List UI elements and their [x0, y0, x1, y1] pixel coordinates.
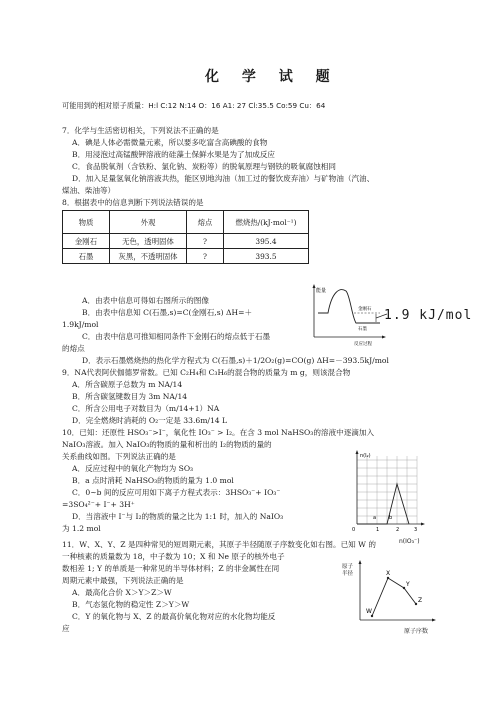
iodine-point-a: a	[373, 515, 377, 521]
q11-option-c-cont: 应	[62, 624, 70, 633]
iodine-origin: 0	[352, 527, 356, 533]
q8-option-b: B．由表中信息知 C(石墨,s)=C(金刚石,s) ΔH=＋	[82, 308, 253, 317]
table-cell: 金刚石	[63, 234, 110, 249]
iodine-point-b: b	[389, 515, 393, 521]
energy-ylabel: 能量	[316, 288, 327, 294]
q10-option-a: A．反应过程中的氧化产物均为 SO₃	[72, 464, 194, 473]
energy-label-bottom: 石墨	[358, 327, 367, 332]
radius-ylabel-cont: 半径	[342, 571, 354, 577]
q10-stem-cont2: 关系曲线如图。下列说法正确的是	[62, 452, 176, 461]
q11-stem-cont: 一种核素的质量数为 18，中子数为 10；X 和 Ne 原子的核外电子	[62, 552, 285, 561]
iodine-graph	[343, 448, 425, 536]
q8-option-d: D．表示石墨燃烧热的热化学方程式为 C(石墨,s)＋1/2O₂(g)=CO(g) ΔH=－393.5kJ/mol	[82, 356, 389, 365]
q10-option-d: D．当溶液中 I⁻与 I₂的物质的量之比为 1:1 时，加入的 NaIO₃	[72, 512, 284, 521]
q8-option-a: A．由表中信息可得如右图所示的图像	[82, 296, 209, 305]
radius-label-x: X	[386, 570, 391, 577]
table-cell: 无色，透明固体	[110, 234, 187, 249]
q8-stem: 8．根据表中的信息判断下列说法错误的是	[62, 198, 204, 207]
q11-stem-cont3: 周期元素中最强，下列说法正确的是	[62, 576, 184, 585]
iodine-tick: 3	[414, 527, 418, 533]
q8-annotation: 1.9 kJ/mol	[384, 308, 473, 323]
q9-option-c: C．所含公用电子对数目为（m/14+1）NA	[72, 404, 220, 413]
q8-option-c: C．由表中信息可推知相同条件下金刚石的熔点低于石墨	[82, 332, 271, 341]
q10-stem: 10．已知：还原性 HSO₃⁻>I⁻，氧化性 IO₃⁻ > I₂。在含 3 mol NaHSO₃的溶液中逐滴加入	[62, 428, 375, 437]
q10-option-d-cont: 为 1.2 mol	[62, 524, 101, 533]
q11-option-c: C．Y 的氧化物与 X、Z 的最高价氧化物对应的水化物均能反	[72, 612, 276, 621]
iodine-tick: 2	[396, 527, 400, 533]
q9-option-d: D．完全燃烧时消耗的 O₂一定是 33.6m/14 L	[72, 416, 228, 425]
q11-stem-cont2: 数相差 1; Y 的单质是一种常见的半导体材料；Z 的非金属性在同	[62, 564, 280, 573]
q10-option-b: B．a 点时消耗 NaHSO₃的物质的量为 1.0 mol	[72, 476, 234, 485]
iodine-ylabel: n(I₂)	[360, 453, 371, 459]
q7-option-b: B．用浸泡过高锰酸钾溶液的硅藻土保鲜水果是为了加成反应	[72, 150, 276, 159]
radius-graph	[338, 556, 438, 628]
q10-stem-cont: NaIO₃溶液。加入 NaIO₃的物质的量和析出的 I₂的物质的量的	[62, 440, 272, 449]
q7-option-c: C．食品脱氧剂（含铁粉、氯化钠、炭粉等）的脱氧原理与钢铁的吸氧腐蚀相同	[72, 162, 336, 171]
q8-property-table	[62, 210, 309, 264]
q11-stem: 11．W、X、Y、Z 是四种常见的短周期元素，其原子半径随原子序数变化如右图。已知 W 的	[62, 540, 376, 549]
table-row	[63, 234, 309, 249]
q10-option-c-cont: =3SO₄²⁻+ I⁻+ 3H⁺	[62, 500, 135, 509]
table-cell: ?	[187, 234, 224, 249]
q9-stem: 9．NA代表阿伏伽德罗常数。已知 C₂H₄和 C₃H₆的混合物的质量为 m g，则该混合物	[62, 368, 351, 377]
q7-option-a: A．碘是人体必需微量元素，所以要多吃富含高碘酸的食物	[72, 138, 268, 147]
iodine-xlabel: n(IO₃⁻)	[399, 538, 420, 545]
table-row	[63, 249, 309, 264]
radius-ylabel: 原子	[342, 564, 354, 570]
q8-option-b-cont: 1.9kJ/mol	[62, 320, 99, 329]
table-cell: 石墨	[63, 249, 110, 264]
table-header-row	[63, 211, 309, 234]
energy-label-top: 金刚石	[358, 307, 372, 312]
q7-option-d: D．加入足量氢氧化钠溶液共热，能区别地沟油（加工过的餐饮废弃油）与矿物油（汽油、	[72, 174, 375, 183]
radius-xlabel: 原子序数	[404, 628, 429, 635]
q11-option-b: B．气态氢化物的稳定性 Z＞Y＞W	[72, 600, 190, 609]
atomic-masses: 可能用到的相对原子质量：H:l C:12 N:14 O：16 A1: 27 Cl:35.5 Co:59 Cu：64	[62, 101, 326, 110]
q8-option-c-cont: 的熔点	[62, 344, 85, 353]
table-cell: 灰黑，不透明固体	[110, 249, 187, 264]
radius-label-y: Y	[406, 581, 410, 588]
table-header: 燃烧热/(kJ·mol⁻¹)	[224, 211, 309, 234]
table-cell: ?	[187, 249, 224, 264]
table-header: 熔点	[187, 211, 224, 234]
radius-label-z: Z	[418, 597, 423, 604]
radius-label-w: W	[366, 608, 372, 615]
exam-title: 化 学 试 题	[205, 69, 339, 85]
iodine-tick: 1	[376, 527, 380, 533]
q10-option-c: C．0~b 间的反应可用如下离子方程式表示：3HSO₃⁻+ IO₃⁻	[72, 488, 281, 497]
q9-option-b: B．所含碳氢键数目为 3m NA/14	[72, 392, 188, 401]
q9-option-a: A．所含碳原子总数为 m NA/14	[72, 380, 183, 389]
table-header: 外观	[110, 211, 187, 234]
table-cell: 395.4	[224, 234, 309, 249]
energy-xlabel: 反应过程	[354, 342, 372, 347]
table-cell: 393.5	[224, 249, 309, 264]
q11-option-a: A．最高化合价 X＞Y＞Z＞W	[72, 588, 172, 597]
q7-stem: 7．化学与生活密切相关，下列说法不正确的是	[62, 126, 219, 135]
q7-option-d-cont: 煤油、柴油等）	[62, 186, 116, 195]
energy-diagram	[310, 283, 386, 347]
table-header: 物质	[63, 211, 110, 234]
